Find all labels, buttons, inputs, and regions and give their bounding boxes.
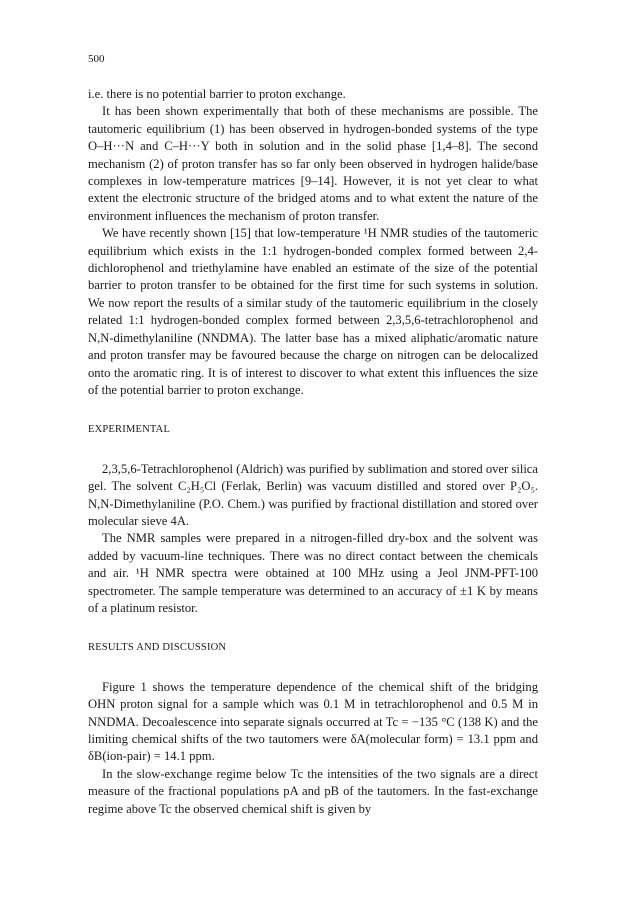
results-heading: RESULTS AND DISCUSSION	[88, 642, 227, 654]
intro-paragraph-2: It has been shown experimentally that both of these mechanisms are possible. The tautomeric equilibrium (1) has been observed in hydrogen-bonded systems of the type O–H···N and C–H···Y both in solution and in the solid phase [1,4–8]. The second mechanism (2) of proton transfer has so far only been observed in hydrogen halide/base complexes in low-temperature matrices [9–14]. However, it is not yet clear to what extent the electronic structure of the bridged atoms and to what extent the nature of the environment influences the mechanism of proton transfer.	[88, 104, 538, 223]
results-paragraph-2: In the slow-exchange regime below Tc the intensities of the two signals are a direct measure of the fractional populations pA and pB of the tautomers. In the fast-exchange regime above Tc the observed chemical shift is given by	[88, 766, 538, 816]
results-paragraph-1: Figure 1 shows the temperature dependence of the chemical shift of the bridging OHN proton signal for a sample which was 0.1 M in tetrachlorophenol and 0.5 M in NNDMA. Decoalescence into separate signals occurred at Tc = −135 °C (138 K) and the limiting chemical shifts of the two tautomers were δA(molecular form) = 13.1 ppm and δB(ion-pair) = 14.1 ppm.	[88, 679, 538, 764]
experimental-paragraph-1: 2,3,5,6-Tetrachlorophenol (Aldrich) was purified by sublimation and stored over silica gel. The solvent C₂H₅Cl (Ferlak, Berlin) was vacuum distilled and stored over P₂O₅. N,N-Dimethylaniline (P.O. Chem.) was purified by fractional distillation and stored over molecular sieve 4A.	[88, 461, 538, 528]
body-text	[88, 86, 538, 818]
intro-paragraph-3: We have recently shown [15] that low-temperature ¹H NMR studies of the tautomeric equilibrium which exists in the 1:1 hydrogen-bonded complex formed between 2,4-dichlorophenol and triethylamine have enabled an estimate of the size of the potential barrier to proton transfer to be obtained for the first time for such systems in solution. We now report the results of a similar study of the tautomeric equilibrium in the closely related 1:1 hydrogen-bonded complex formed between 2,3,5,6-tetrachlorophenol and N,N-dimethylaniline (NNDMA). The latter base has a mixed aliphatic/aromatic nature and proton transfer may be favoured because the charge on nitrogen can be delocalized onto the aromatic ring. It is of interest to discover to what extent this influences the size of the potential barrier to proton exchange.	[88, 226, 538, 397]
page-number: 500	[88, 53, 105, 65]
experimental-heading: EXPERIMENTAL	[88, 424, 171, 436]
experimental-paragraph-2: The NMR samples were prepared in a nitrogen-filled dry-box and the solvent was added by vacuum-line techniques. There was no direct contact between the chemicals and air. ¹H NMR spectra were obtained at 100 MHz using a Jeol JNM-PFT-100 spectrometer. The sample temperature was determined to an accuracy of ±1 K by means of a platinum resistor.	[88, 531, 538, 615]
intro-paragraph-1: i.e. there is no potential barrier to proton exchange.	[88, 87, 346, 101]
